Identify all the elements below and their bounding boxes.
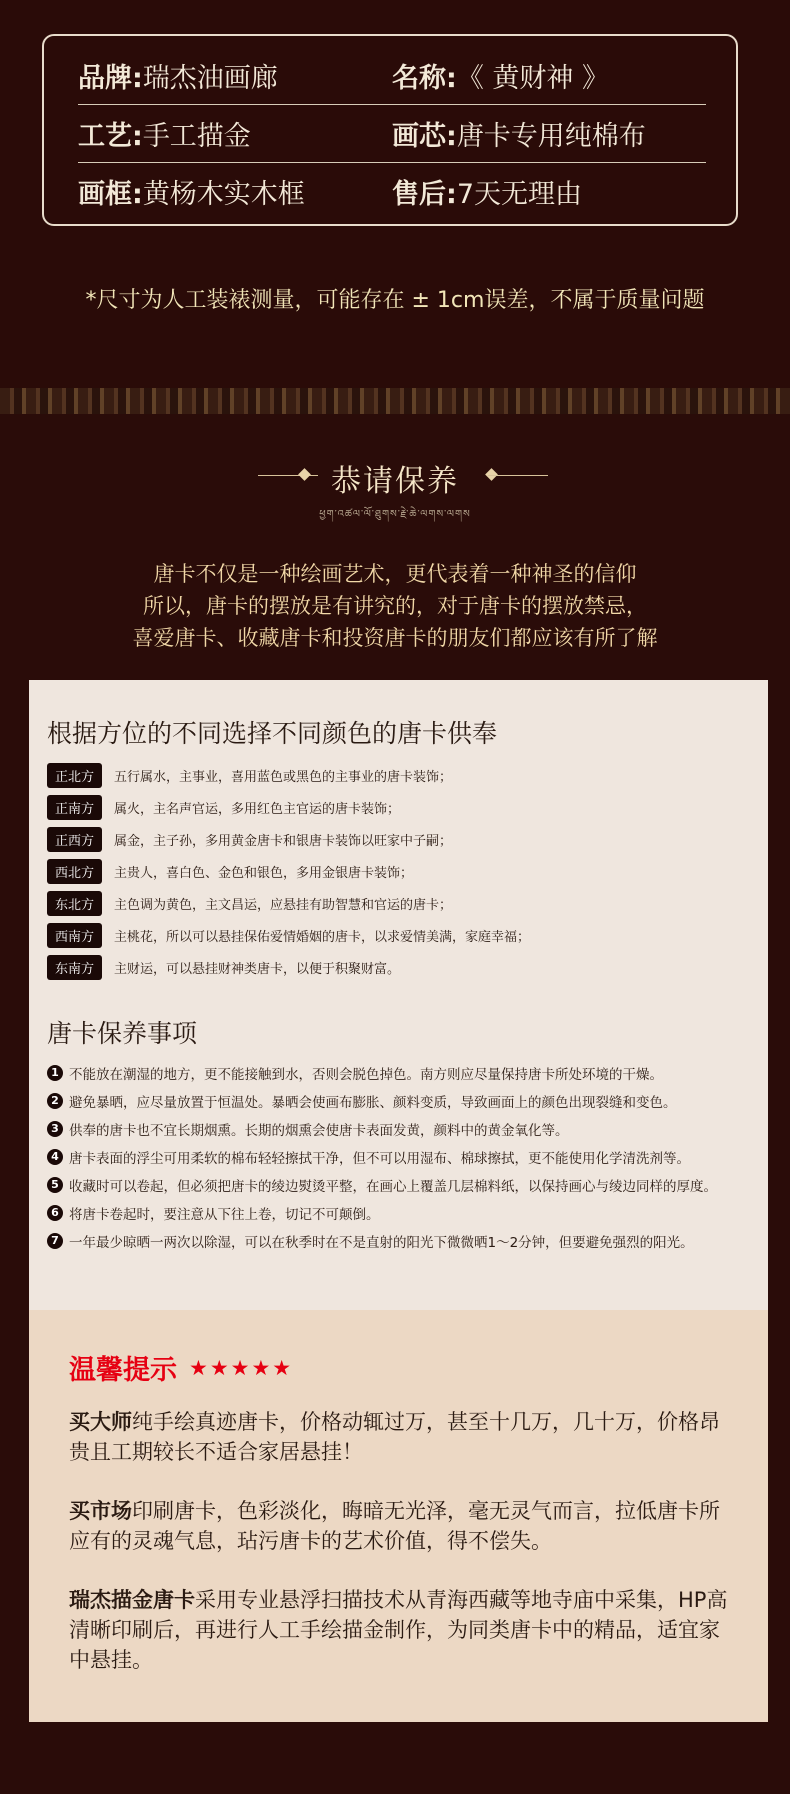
- care-title: 恭请保养: [331, 464, 459, 499]
- care-title-wrap: [0, 456, 790, 500]
- direction-text: 主贵人，喜白色、金色和银色，多用金银唐卡装饰；: [114, 865, 414, 881]
- direction-tag: 东北方: [47, 891, 102, 916]
- care-item: 1 不能放在潮湿的地方，更不能接触到水，否则会脱色掉色。南方则应尽量保持唐卡所处环境的干燥。: [47, 1063, 663, 1083]
- spec-row: [78, 46, 706, 105]
- tip-item: 瑞杰描金唐卡采用专业悬浮扫描技术从青海西藏等地寺庙中采集，HP高清晰印刷后，再进行人工手绘描金制作，为同类唐卡中的精品，适宜家中悬挂。: [69, 1588, 728, 1672]
- direction-text: 五行属水，主事业，喜用蓝色或黑色的主事业的唐卡装饰；: [114, 769, 453, 785]
- number-icon: 5: [47, 1177, 63, 1193]
- spec-row: [78, 104, 706, 163]
- spec-aftersale: 售后:7天无理由: [392, 178, 582, 210]
- direction-text: 主色调为黄色，主文昌运，应悬挂有助智慧和官运的唐卡；: [114, 897, 453, 913]
- info-card: [29, 680, 768, 1310]
- direction-row: [47, 955, 400, 979]
- star-rating-icon: ★★★★★: [189, 1355, 294, 1380]
- direction-tag: 正北方: [47, 763, 102, 788]
- tip-item: 买大师纯手绘真迹唐卡，价格动辄过万，甚至十几万，几十万，价格昂贵且工期较长不适合家居悬挂！: [69, 1410, 720, 1464]
- care-item: 6 将唐卡卷起时，要注意从下往上卷，切记不可颠倒。: [47, 1203, 380, 1223]
- intro-line: 所以，唐卡的摆放是有讲究的，对于唐卡的摆放禁忌，: [143, 594, 647, 618]
- number-icon: 4: [47, 1149, 63, 1165]
- spec-name: 名称:《 黄财神 》: [392, 62, 609, 94]
- tips-title: 温馨提示 ★★★★★: [69, 1355, 294, 1386]
- intro-line: 喜爱唐卡、收藏唐卡和投资唐卡的朋友们都应该有所了解: [132, 626, 658, 650]
- care-item: 2 避免暴晒，应尽量放置于恒温处。暴晒会使画布膨胀、颜料变质，导致画面上的颜色出现裂缝和变色。: [47, 1091, 677, 1111]
- direction-text: 属火，主名声官运，多用红色主官运的唐卡装饰；: [114, 801, 401, 817]
- intro-line: 唐卡不仅是一种绘画艺术，更代表着一种神圣的信仰: [153, 562, 637, 586]
- direction-tag: 正南方: [47, 795, 102, 820]
- direction-text: 主桃花，所以可以悬挂保佑爱情婚姻的唐卡，以求爱情美满，家庭幸福；: [114, 929, 531, 945]
- tip-item: 买市场印刷唐卡，色彩淡化，晦暗无光泽，毫无灵气而言，拉低唐卡所应有的灵魂气息，玷污唐卡的艺术价值，得不偿失。: [69, 1499, 720, 1553]
- care-item: 7 一年最少晾晒一两次以除湿，可以在秋季时在不是直射的阳光下微微晒1～2分钟，但要避免强烈的阳光。: [47, 1231, 694, 1251]
- spec-canvas: 画芯:唐卡专用纯棉布: [392, 120, 646, 152]
- care-heading: 唐卡保养事项: [47, 1019, 198, 1048]
- spec-frame: 画框:黄杨木实木框: [78, 178, 305, 210]
- spec-section: [0, 0, 790, 390]
- direction-row: [47, 859, 413, 883]
- direction-row: [47, 795, 400, 819]
- care-item: 3 供奉的唐卡也不宜长期烟熏。长期的烟熏会使唐卡表面发黄，颜料中的黄金氧化等。: [47, 1119, 569, 1139]
- direction-text: 主财运，可以悬挂财神类唐卡，以便于积聚财富。: [114, 961, 401, 977]
- direction-tag: 西北方: [47, 859, 102, 884]
- number-icon: 2: [47, 1093, 63, 1109]
- orientation-heading: 根据方位的不同选择不同颜色的唐卡供奉: [47, 719, 498, 748]
- size-note: *尺寸为人工装裱测量，可能存在 ± 1cm误差，不属于质量问题: [85, 288, 705, 313]
- direction-row: [47, 827, 452, 851]
- tibetan-subtitle: ཕྱག་འཚལ་ལོ་ཐུགས་རྗེ་ཆེ་ལགས་ལགས: [319, 509, 471, 520]
- direction-row: [47, 763, 452, 787]
- spec-row: [78, 162, 706, 220]
- number-icon: 1: [47, 1065, 63, 1081]
- decorative-border: [0, 388, 790, 414]
- care-item: 5 收藏时可以卷起，但必须把唐卡的绫边熨烫平整，在画心上覆盖几层棉料纸，以保持画心与绫边同样的厚度。: [47, 1175, 717, 1195]
- direction-tag: 西南方: [47, 923, 102, 948]
- number-icon: 6: [47, 1205, 63, 1221]
- tips-panel: [29, 1310, 768, 1722]
- spec-craft: 工艺:手工描金: [78, 120, 251, 152]
- direction-text: 属金，主子孙，多用黄金唐卡和银唐卡装饰以旺家中子嗣；: [114, 833, 453, 849]
- direction-tag: 正西方: [47, 827, 102, 852]
- direction-row: [47, 891, 452, 915]
- spec-box: [42, 34, 738, 226]
- spec-brand: 品牌:瑞杰油画廊: [78, 62, 278, 94]
- intro-text: [0, 558, 790, 654]
- care-item: 4 唐卡表面的浮尘可用柔软的棉布轻轻擦拭干净，但不可以用湿布、棉球擦拭，更不能使用化学清洗剂等。: [47, 1147, 690, 1167]
- direction-row: [47, 923, 530, 947]
- divider-line: [488, 475, 548, 476]
- direction-tag: 东南方: [47, 955, 102, 980]
- number-icon: 7: [47, 1233, 63, 1249]
- number-icon: 3: [47, 1121, 63, 1137]
